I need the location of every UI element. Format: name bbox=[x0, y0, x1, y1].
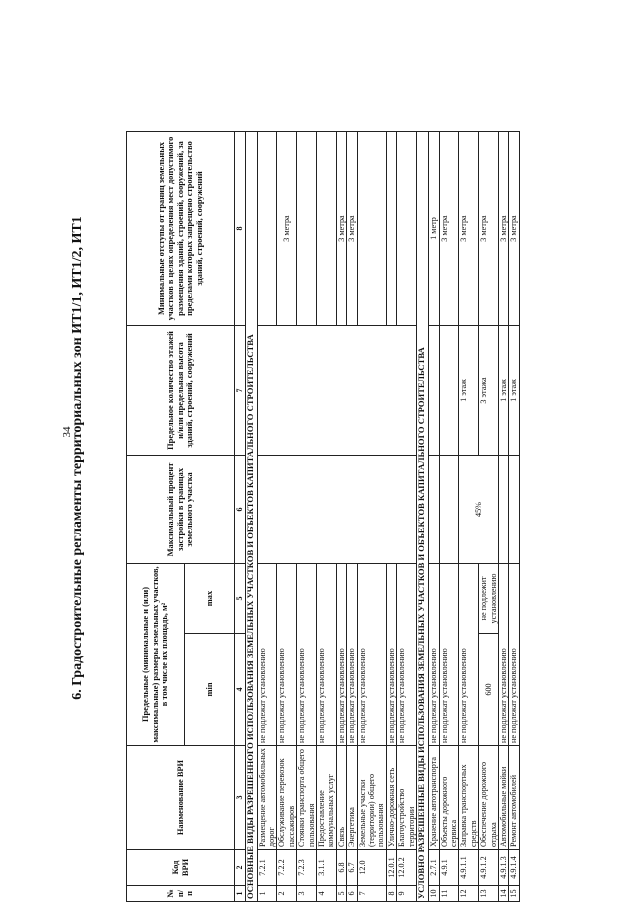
table-row bbox=[257, 132, 277, 902]
row-name: Объекты дорожного сервиса bbox=[439, 746, 459, 850]
row-plot-min: 600 bbox=[479, 634, 499, 746]
row-plot-size: не подлежат установлению bbox=[357, 564, 386, 746]
table-row bbox=[429, 132, 439, 902]
row-plot-size: не подлежат установлению bbox=[347, 564, 357, 746]
row-code: 12.0.1 bbox=[386, 850, 396, 886]
row-setback bbox=[386, 132, 396, 326]
row-plot-size: не подлежат установлению bbox=[429, 564, 439, 746]
row-code: 6.7 bbox=[347, 850, 357, 886]
index-cell: 7 bbox=[235, 326, 246, 456]
header-num: № п/п bbox=[127, 886, 235, 902]
row-num: 5 bbox=[336, 886, 346, 902]
row-code: 6.8 bbox=[336, 850, 346, 886]
row-name: Размещение автомобильных дорог bbox=[257, 746, 277, 850]
row-num: 6 bbox=[347, 886, 357, 902]
section-main-heading: ОСНОВНЫЕ ВИДЫ РАЗРЕШЕННОГО ИСПОЛЬЗОВАНИЯ ЗЕМЕЛЬНЫХ УЧАСТКОВ И ОБЪЕКТОВ КАПИТАЛЬНОГО СТРОИТЕЛЬСТВА bbox=[245, 132, 257, 902]
row-setback: 3 метра bbox=[459, 132, 479, 326]
index-cell: 6 bbox=[235, 456, 246, 564]
row-name: Ремонт автомобилей bbox=[509, 746, 519, 850]
row-num: 14 bbox=[498, 886, 508, 902]
header-plot-size: Предельные (минимальные и (или) максимальные) размеры земельных участков, в том числе их площадь, м² bbox=[127, 564, 185, 746]
header-setback: Минимальные отступы от границ земельных участков в целях определения мест допустимого размещения зданий, строений, сооружений, за пределами которых запрещено строительство зданий, строений, сооружений bbox=[127, 132, 235, 326]
index-cell: 3 bbox=[235, 746, 246, 850]
row-code: 12.0 bbox=[357, 850, 386, 886]
row-plot-size: не подлежат установлению bbox=[257, 564, 277, 746]
row-num: 13 bbox=[479, 886, 499, 902]
row-floors: 1 этаж bbox=[509, 326, 519, 456]
row-setback bbox=[397, 132, 417, 326]
row-num: 4 bbox=[317, 886, 337, 902]
row-setback bbox=[257, 132, 277, 326]
header-code: Код ВРИ bbox=[127, 850, 235, 886]
row-setback: 1 метр bbox=[429, 132, 439, 326]
row-setback: 3 метра bbox=[336, 132, 346, 326]
row-setback bbox=[297, 132, 317, 326]
header-max: max bbox=[185, 564, 235, 634]
row-setback: 3 метра bbox=[277, 132, 297, 326]
row-plot-size: не подлежат установлению bbox=[336, 564, 346, 746]
row-num: 10 bbox=[429, 886, 439, 902]
row-name: Предоставление коммунальных услуг bbox=[317, 746, 337, 850]
regulations-table-wrapper bbox=[126, 132, 546, 902]
row-code: 7.2.2 bbox=[277, 850, 297, 886]
row-setback: 3 метра bbox=[439, 132, 459, 326]
table-row bbox=[498, 132, 508, 902]
row-floors: 1 этаж bbox=[498, 326, 508, 456]
row-floors: 1 этаж bbox=[459, 326, 479, 456]
row-code: 7.2.1 bbox=[257, 850, 277, 886]
page-number: 34 bbox=[61, 426, 73, 438]
row-num: 1 bbox=[257, 886, 277, 902]
row-build-percent bbox=[429, 456, 439, 564]
row-build-percent bbox=[439, 456, 459, 564]
index-cell: 2 bbox=[235, 850, 246, 886]
index-cell: 5 bbox=[235, 564, 246, 634]
main-floors bbox=[257, 326, 417, 456]
row-num: 15 bbox=[509, 886, 519, 902]
row-name: Обеспечение дорожного отдыха bbox=[479, 746, 499, 850]
row-code: 4.9.1.3 bbox=[498, 850, 508, 886]
row-num: 8 bbox=[386, 886, 396, 902]
row-plot-size: не подлежат установлению bbox=[297, 564, 317, 746]
row-num: 11 bbox=[439, 886, 459, 902]
row-code: 3.1.1 bbox=[317, 850, 337, 886]
row-code: 7.2.3 bbox=[297, 850, 317, 886]
row-plot-size: не подлежат установлению bbox=[509, 564, 519, 746]
table-row bbox=[509, 132, 519, 902]
main-build-percent bbox=[257, 456, 417, 564]
row-setback: 3 метра bbox=[479, 132, 499, 326]
row-num: 7 bbox=[357, 886, 386, 902]
row-setback: 3 метра bbox=[509, 132, 519, 326]
row-plot-size: не подлежат установлению bbox=[277, 564, 297, 746]
row-code: 12.0.2 bbox=[397, 850, 417, 886]
row-plot-max: не подлежит установлению bbox=[479, 564, 499, 634]
table-row bbox=[459, 132, 479, 902]
row-plot-size: не подлежат установлению bbox=[459, 564, 479, 746]
row-num: 3 bbox=[297, 886, 317, 902]
row-name: Хранение автотранспорта bbox=[429, 746, 439, 850]
header-min: min bbox=[185, 634, 235, 746]
row-name: Заправка транспортных средств bbox=[459, 746, 479, 850]
row-code: 2.7.1 bbox=[429, 850, 439, 886]
header-build-percent: Максимальный процент застройки в границах земельного участка bbox=[127, 456, 235, 564]
row-name: Земельные участки (территории) общего пользования bbox=[357, 746, 386, 850]
row-floors bbox=[429, 326, 439, 456]
row-name: Благоустройство территории bbox=[397, 746, 417, 850]
index-cell: 8 bbox=[235, 132, 246, 326]
row-name: Обслуживание перевозок пассажиров bbox=[277, 746, 297, 850]
row-name: Связь bbox=[336, 746, 346, 850]
regulations-table bbox=[126, 131, 520, 902]
table-row bbox=[439, 132, 459, 902]
section-conditional-heading: УСЛОВНО РАЗРЕШЕННЫЕ ВИДЫ ИСПОЛЬЗОВАНИЯ ЗЕМЕЛЬНЫХ УЧАСТКОВ И ОБЪЕКТОВ КАПИТАЛЬНОГО СТРОИТЕЛЬСТВА bbox=[417, 132, 429, 902]
header-name: Наименование ВРИ bbox=[127, 746, 235, 850]
row-setback bbox=[357, 132, 386, 326]
row-name: Энергетика bbox=[347, 746, 357, 850]
row-setback bbox=[317, 132, 337, 326]
row-setback: 3 метра bbox=[498, 132, 508, 326]
cond-build-percent: 45% bbox=[459, 456, 499, 564]
row-code: 4.9.1.1 bbox=[459, 850, 479, 886]
index-cell: 4 bbox=[235, 634, 246, 746]
row-plot-size: не подлежат установлению bbox=[317, 564, 337, 746]
row-floors bbox=[439, 326, 459, 456]
row-floors: 3 этажа bbox=[479, 326, 499, 456]
row-name: Стоянки транспорта общего пользования bbox=[297, 746, 317, 850]
row-code: 4.9.1.2 bbox=[479, 850, 499, 886]
row-num: 2 bbox=[277, 886, 297, 902]
row-num: 9 bbox=[397, 886, 417, 902]
index-cell: 1 bbox=[235, 886, 246, 902]
row-name: Улично-дорожная сеть bbox=[386, 746, 396, 850]
row-code: 4.9.1.4 bbox=[509, 850, 519, 886]
row-build-percent bbox=[498, 456, 508, 564]
row-plot-size: не подлежат установлению bbox=[439, 564, 459, 746]
row-setback: 3 метра bbox=[347, 132, 357, 326]
row-code: 4.9.1 bbox=[439, 850, 459, 886]
row-plot-size: не подлежат установлению bbox=[498, 564, 508, 746]
row-name: Автомобильные мойки bbox=[498, 746, 508, 850]
row-num: 12 bbox=[459, 886, 479, 902]
row-build-percent bbox=[509, 456, 519, 564]
section-title: 6. Градостроительные регламенты территориальных зон ИТ1/1, ИТ1/2, ИТ1 bbox=[70, 216, 85, 700]
row-plot-size: не подлежат установлению bbox=[386, 564, 396, 746]
header-floors: Предельное количество этажей и/или предельная высота зданий, строений, сооружений bbox=[127, 326, 235, 456]
row-plot-size: не подлежат установлению bbox=[397, 564, 417, 746]
